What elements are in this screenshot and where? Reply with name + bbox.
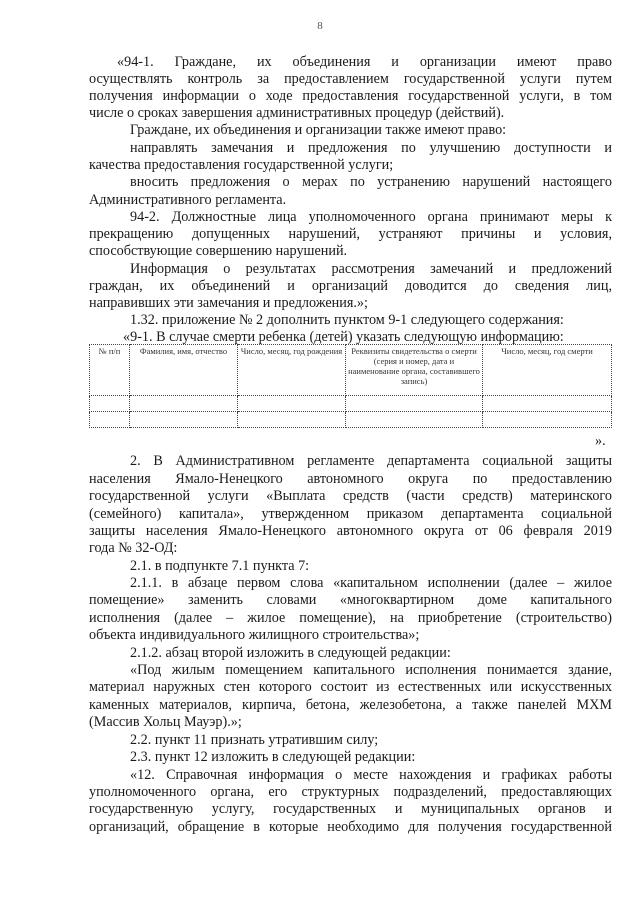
text-line: осуществлять контроль за предоставлением государственной услуги путем [89, 71, 612, 87]
table-header-row [90, 345, 612, 396]
text-line: 94-2. Должностные лица уполномоченного органа принимают меры к [130, 209, 612, 225]
text-line: вносить предложения о мерах по устранению нарушений настоящего [130, 174, 612, 190]
text-line: «12. Справочная информация о месте нахождения и графиках работы [130, 767, 612, 783]
text-line: 2.1. в подпункте 7.1 пункта 7: [130, 558, 310, 574]
text-line: 1.32. приложение № 2 дополнить пунктом 9-1 следующего содержания: [130, 312, 564, 328]
table-cell [238, 412, 346, 428]
text-line: направивших эти замечания и предложения.»; [89, 295, 368, 311]
text-line: населения Ямало-Ненецкого автономного округа по предоставлению [89, 471, 612, 487]
text-line: исполнения (далее – жилое помещение), на приобретение (строительство) [89, 610, 612, 626]
table-cell [483, 412, 612, 428]
text-line: Административного регламента. [89, 192, 287, 208]
table-cell [90, 396, 130, 412]
col-deathdate-header: Число, месяц, год смерти [483, 345, 612, 396]
text-line: объекта индивидуального жилищного строительства»; [89, 627, 420, 643]
text-line: государственной услуги «Выплата средств (части средств) материнского [89, 488, 612, 504]
text-line: уполномоченного органа, его структурных подразделений, предоставляющих [89, 784, 612, 800]
text-line: 2.1.1. в абзаце первом слова «капитальном исполнении (далее – жилое [130, 575, 612, 591]
text-line: материал наружных стен которого состоит из естественных или искусственных [89, 679, 612, 695]
text-line: года № 32-ОД: [89, 540, 178, 556]
text-line: организаций, обращение в которые необходимо для получения государственной [89, 819, 612, 835]
text-line: «Под жилым помещением капитального исполнения понимается здание, [130, 662, 612, 678]
text-line: (семейного) капитала», утвержденном приказом департамента социальной [89, 506, 612, 522]
text-line: 2. В Административном регламенте департамента социальной защиты [130, 453, 612, 469]
text-line: прекращению допущенных нарушений, устраняют причины и условия, [89, 226, 612, 242]
table-row [90, 396, 612, 412]
text-line: 2.1.2. абзац второй изложить в следующей редакции: [130, 645, 451, 661]
col-certificate-header: Реквизиты свидетельства о смерти (серия и номер, дата и наименование органа, составившего запись) [346, 345, 483, 396]
table-cell [346, 396, 483, 412]
text-line: государственную услугу, государственных и муниципальных органов и [89, 801, 612, 817]
table-cell [346, 412, 483, 428]
text-line: каменных материалов, кирпича, бетона, железобетона, а также панелей МХМ [89, 697, 612, 713]
text-line: 2.3. пункт 12 изложить в следующей редакции: [130, 749, 416, 765]
text-line: (Массив Хольц Мауэр).»; [89, 714, 242, 730]
table-row [90, 412, 612, 428]
table-cell [130, 396, 238, 412]
col-birthdate-header: Число, месяц, год рождения [238, 345, 346, 396]
text-line: защиты населения Ямало-Ненецкого автономного округа от 06 февраля 2019 [89, 523, 612, 539]
text-line: 2.2. пункт 11 признать утратившим силу; [130, 732, 379, 748]
text-line: Граждане, их объединения и организации также имеют право: [130, 122, 507, 138]
text-line: способствующие совершению нарушений. [89, 243, 348, 259]
text-line: получения информации о ходе предоставления государственной услуги, в том [89, 88, 612, 104]
text-line: направлять замечания и предложения по улучшению доступности и [130, 140, 612, 156]
text-line: помещение» заменить словами «многоквартирном доме капитального [89, 592, 612, 608]
death-info-table [89, 344, 612, 428]
table-cell [90, 412, 130, 428]
page-number: 8 [317, 20, 323, 32]
text-line: «94-1. Граждане, их объединения и организации имеют право [117, 54, 612, 70]
table-cell [483, 396, 612, 412]
text-line: «9-1. В случае смерти ребенка (детей) указать следующую информацию: [123, 329, 564, 345]
table-cell [238, 396, 346, 412]
text-line: качества предоставления государственной услуги; [89, 157, 394, 173]
text-line: Информация о результатах рассмотрения замечаний и предложений [130, 261, 612, 277]
table-cell [130, 412, 238, 428]
text-line: граждан, их объединений и организаций доводится до сведения лиц, [89, 278, 612, 294]
col-fullname-header: Фамилия, имя, отчество [130, 345, 238, 396]
text-line: ». [595, 433, 606, 449]
text-line: числе о сроках завершения административных процедур (действий). [89, 105, 505, 121]
col-number-header: № п/п [90, 345, 130, 396]
